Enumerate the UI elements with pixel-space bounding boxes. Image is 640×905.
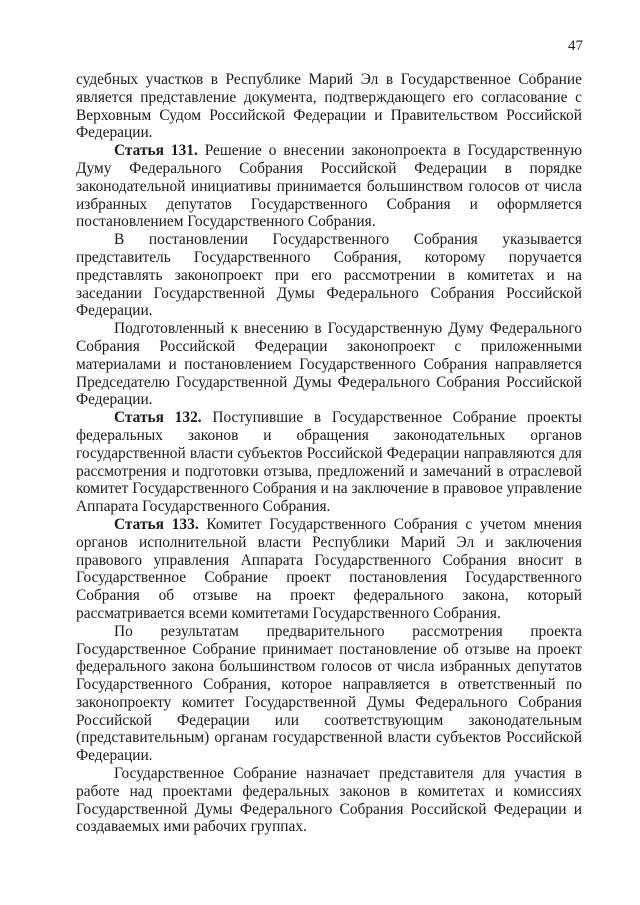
paragraph-text: Поступившие в Государственное Собрание проекты федеральных законов и обращения законодательных органов государственной власти субъектов Российской Федерации направляются для рассмотрения и подготовки отзыва, предложений и замечаний в отраслевой комитет Государственного Собрания и на заключение в правовое управление Аппарата Государственного Собрания.: [76, 409, 582, 516]
document-body: [76, 71, 582, 836]
article-131-paragraph-2: [76, 231, 582, 320]
paragraph-text: Государственное Собрание назначает представителя для участия в работе над проектами федеральных законов в комитетах и комиссиях Государственной Думы Федерального Собрания Российской Федерации и создаваемых ими рабочих группах.: [76, 765, 582, 836]
paragraph-text: Подготовленный к внесению в Государственную Думу Федерального Собрания Российской Федерации законопроект с приложенными материалами и постановлением Государственного Собрания направляется Председателю Государственной Думы Федерального Собрания Российской Федерации.: [76, 320, 582, 409]
paragraph-text: Решение о внесении законопроекта в Государственную Думу Федерального Собрания Российской Федерации в порядке законодательной инициативы принимается большинством голосов от числа избранных депутатов Государственного Собрания и оформляется постановлением Государственного Собрания.: [76, 142, 583, 231]
article-heading: Статья 132.: [114, 409, 202, 427]
article-133-paragraph-3: [76, 765, 582, 836]
article-133-paragraph-2: [76, 623, 582, 765]
article-heading: Статья 133.: [114, 515, 199, 533]
paragraph-text: Комитет Государственного Собрания с учетом мнения органов исполнительной власти Республики Марий Эл и заключения правового управления Аппарата Государственного Собрания вносит в Государственное Собрание проект постановления Государственного Собрания об отзыве на проект федерального закона, который рассматривается всеми комитетами Государственного Собрания.: [76, 515, 582, 622]
page-number: 47: [568, 38, 583, 54]
paragraph-text: судебных участков в Республике Марий Эл в Государственное Собрание является представление документа, подтверждающего его согласование с Верховным Судом Российской Федерации и Правительством Российской Федерации.: [76, 71, 582, 142]
article-131-paragraph-3: [76, 320, 582, 409]
paragraph-text: По результатам предварительного рассмотрения проекта Государственное Собрание принимает постановление об отзыве на проект федерального закона большинством голосов от числа избранных депутатов Государственного Собрания, которое направляется в ответственный по законопроекту комитет Государственной Думы Федерального Собрания Российской Федерации или соответствующим законодательным (представительным) органам государственной власти субъектов Российской Федерации.: [76, 622, 582, 765]
article-heading: Статья 131.: [114, 142, 198, 160]
article-131-paragraph: [76, 142, 582, 231]
article-133-paragraph: [76, 516, 582, 623]
article-132-paragraph: [76, 409, 582, 516]
paragraph-text: В постановлении Государственного Собрания указывается представитель Государственного Собрания, которому поручается представлять законопроект при его рассмотрении в комитетах и на заседании Государственной Думы Федерального Собрания Российской Федерации.: [76, 231, 582, 320]
paragraph-continuation: [76, 71, 582, 142]
